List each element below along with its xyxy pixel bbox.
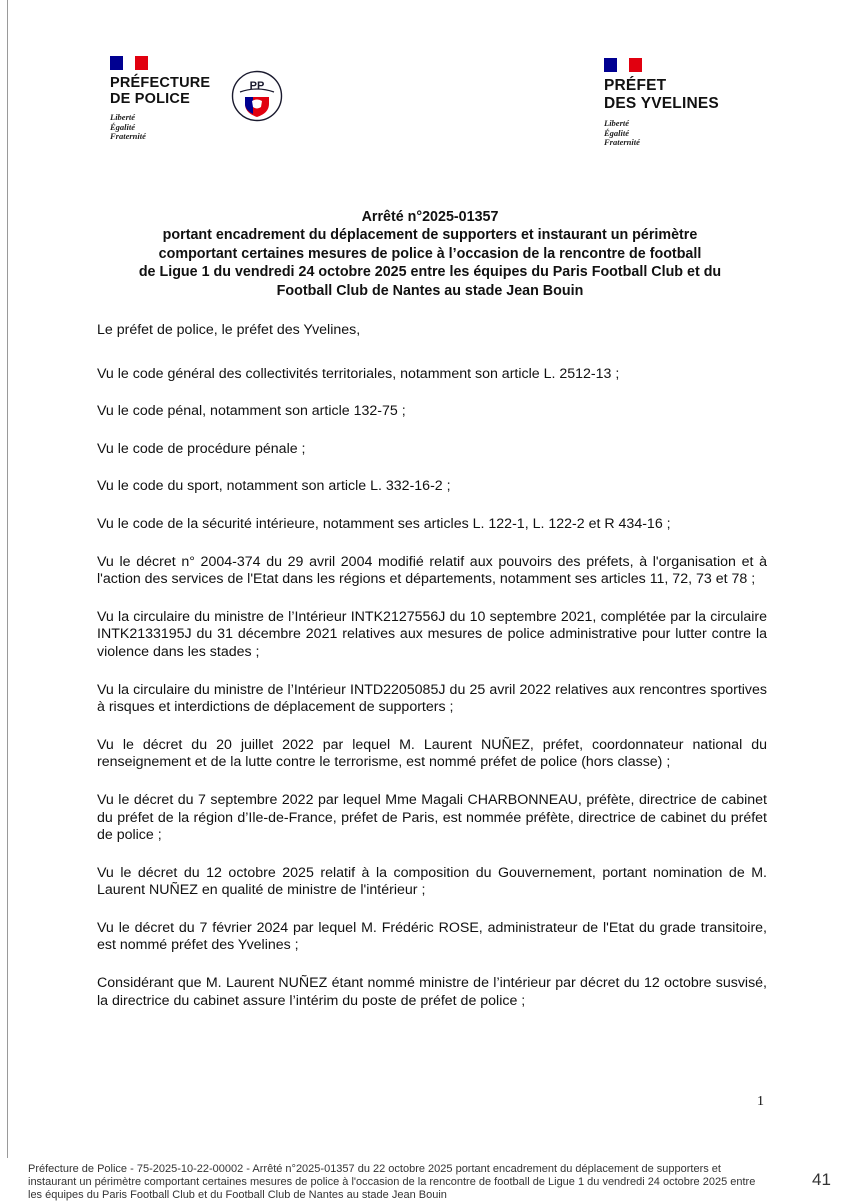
logo-left-title-line1: PRÉFECTURE xyxy=(110,75,211,91)
decree-title-line: de Ligue 1 du vendredi 24 octobre 2025 entre les équipes du Paris Football Club et du xyxy=(138,264,722,281)
decree-title xyxy=(60,208,800,300)
footer-page-number: 41 xyxy=(812,1170,831,1189)
vu-paragraph: Vu le code du sport, notamment son article L. 332-16-2 ; xyxy=(97,478,451,495)
decree-title-line: portant encadrement du déplacement de supporters et instaurant un périmètre xyxy=(162,227,698,244)
vu-paragraph: Vu le code de procédure pénale ; xyxy=(97,440,306,457)
prefecture-de-police-logo xyxy=(110,56,210,142)
vu-paragraph: Vu la circulaire du ministre de l’Intérieur INTD2205085J du 25 avril 2022 relatives aux rencontres sportives à risques et interdictions de déplacement de supporters ; xyxy=(97,681,767,716)
logo-right-title-line2: DES YVELINES xyxy=(604,95,719,112)
police-emblem-icon xyxy=(231,70,283,122)
vu-paragraph: Vu le décret du 12 octobre 2025 relatif à la composition du Gouvernement, portant nomination de M. Laurent NUÑEZ en qualité de ministre de l'intérieur ; xyxy=(97,864,767,899)
vu-paragraph: Vu le décret n° 2004-374 du 29 avril 2004 modifié relatif aux pouvoirs des préfets, à l'organisation et à l'action des services de l'Etat dans les régions et départements, notamment ses articles 11, 72, 73 et 78 ; xyxy=(97,553,767,588)
decree-number: Arrêté n°2025-01357 xyxy=(361,209,499,225)
vu-paragraph: Vu la circulaire du ministre de l’Intérieur INTK2127556J du 10 septembre 2021, complétée par la circulaire INTK2133195J du 31 décembre 2021 relatives aux mesures de police administrative pour lutter contre la violence dans les stades ; xyxy=(97,608,767,660)
considerant-paragraph: Considérant que M. Laurent NUÑEZ étant nommé ministre de l’intérieur par décret du 12 octobre susvisé, la directrice du cabinet assure l’intérim du poste de préfet de police ; xyxy=(97,975,767,1009)
logo-right-title-line1: PRÉFET xyxy=(604,77,667,94)
intro-paragraph: Le préfet de police, le préfet des Yvelines, xyxy=(97,322,361,338)
vu-paragraph: Vu le code pénal, notamment son article 132-75 ; xyxy=(97,403,406,420)
french-flag-icon xyxy=(110,56,148,70)
page-number: 1 xyxy=(757,1094,764,1109)
decree-title-line: Football Club de Nantes au stade Jean Bouin xyxy=(276,282,584,299)
emblem-letters: PP xyxy=(249,80,265,92)
vu-paragraph: Vu le décret du 7 février 2024 par lequel M. Frédéric ROSE, administrateur de l'Etat du grade transitoire, est nommé préfet des Yvelines ; xyxy=(97,919,767,954)
prefet-des-yvelines-logo xyxy=(604,58,719,148)
footer-reference: Préfecture de Police - 75-2025-10-22-00002 - Arrêté n°2025-01357 du 22 octobre 2025 portant encadrement du déplacement de supporters et instaurant un périmètre comportant certaines mesures de police à l'occasion de la rencontre de football de Ligue 1 du vendredi 24 octobre 2025 entre les équipes du Paris Football Club et du Football Club de Nantes au stade Jean Bouin xyxy=(28,1163,756,1202)
vu-paragraph: Vu le code général des collectivités territoriales, notamment son article L. 2512-13 ; xyxy=(97,365,620,382)
logo-left-title-line2: DE POLICE xyxy=(110,91,190,107)
left-margin-rule xyxy=(7,0,8,1158)
vu-paragraph: Vu le code de la sécurité intérieure, notamment ses articles L. 122-1, L. 122-2 et R 434-16 ; xyxy=(97,515,671,532)
decree-body xyxy=(97,322,767,1030)
decree-title-line: comportant certaines mesures de police à l’occasion de la rencontre de football xyxy=(158,245,702,262)
logo-right-motto: Liberté Égalité Fraternité xyxy=(604,118,640,147)
vu-paragraph: Vu le décret du 7 septembre 2022 par lequel Mme Magali CHARBONNEAU, préfète, directrice de cabinet du préfet de la région d’Ile-de-France, préfet de Paris, est nommée préfète, directrice de cabinet du préfet de police ; xyxy=(97,791,767,844)
logo-left-motto: Liberté Égalité Fraternité xyxy=(110,112,146,141)
vu-paragraph: Vu le décret du 20 juillet 2022 par lequel M. Laurent NUÑEZ, préfet, coordonnateur national du renseignement et de la lutte contre le terrorisme, est nommé préfet de police (hors classe) ; xyxy=(97,736,767,771)
french-flag-icon xyxy=(604,58,642,72)
